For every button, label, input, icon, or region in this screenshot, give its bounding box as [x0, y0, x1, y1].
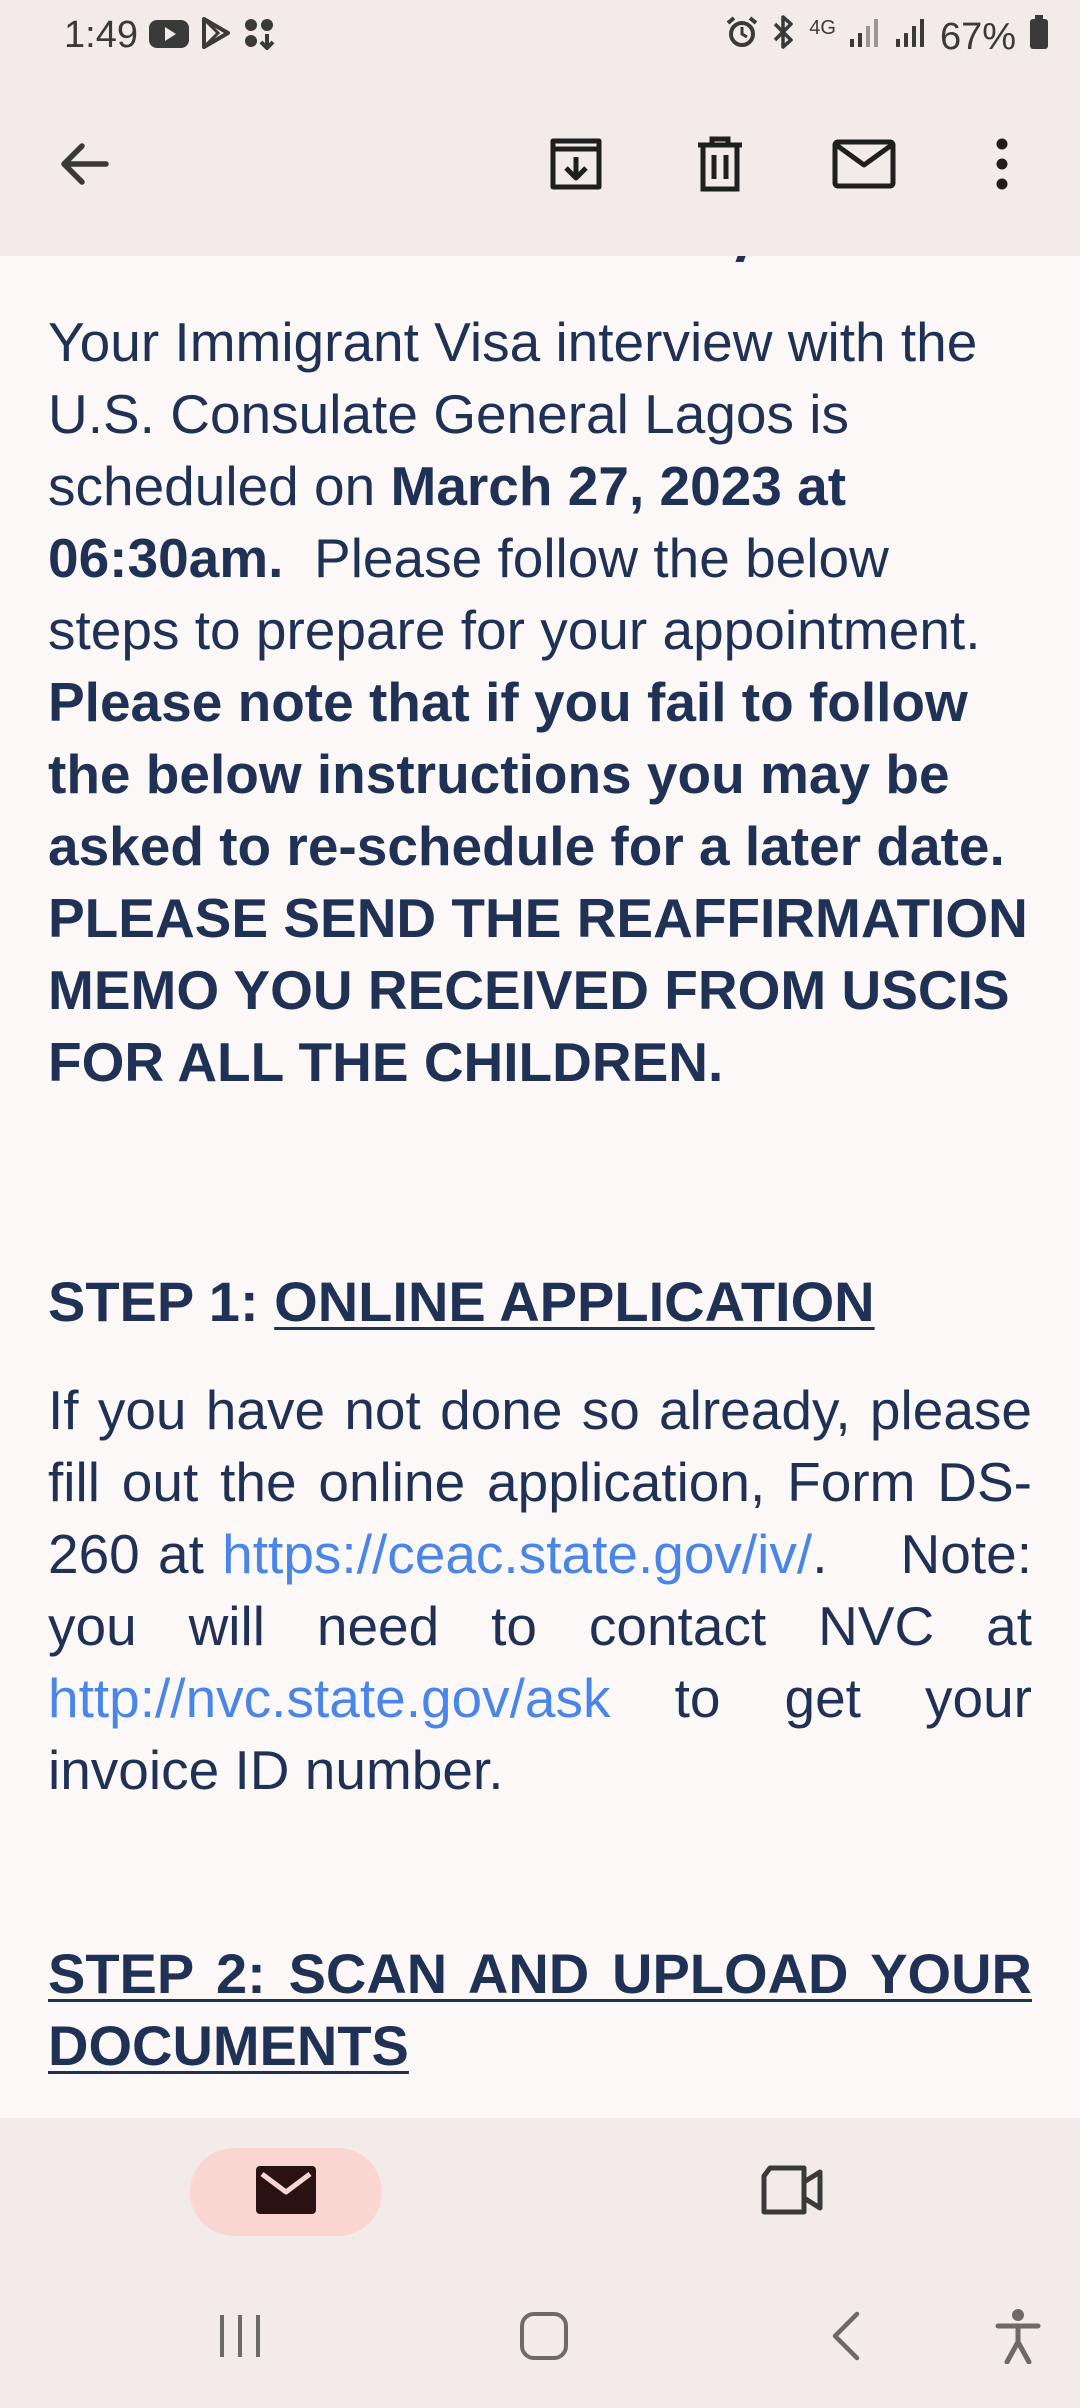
system-back-button[interactable]: [806, 2298, 886, 2378]
network-type-label: 4G: [809, 17, 836, 39]
email-toolbar: [0, 76, 1080, 256]
step2-heading: [48, 1938, 1032, 2082]
intro-warning: Please note that if you fail to follow the below instructions you may be asked to re-schedule for a later date. PLEASE SEND THE REAFFIRMATION MEMO YOU RECEIVED FROM USCIS FOR ALL THE CHILDREN.: [48, 671, 1028, 1093]
intro-paragraph: [48, 306, 1032, 1098]
archive-icon: [547, 135, 605, 198]
intro-instructions: Please follow the below steps to prepare for your appointment.: [48, 527, 1012, 661]
home-icon: [519, 2311, 569, 2366]
mail-tab[interactable]: [190, 2148, 382, 2236]
step1-paragraph: [48, 1374, 1048, 1806]
step1-heading: [48, 1266, 1032, 1338]
interview-date: March 27, 2023 at 06:30am.: [48, 455, 847, 589]
meet-tab[interactable]: [756, 2148, 828, 2236]
back-button[interactable]: [44, 126, 124, 206]
step2-title: STEP 2: SCAN AND UPLOAD YOUR DOCUMENTS: [48, 1942, 1032, 2077]
home-button[interactable]: [504, 2298, 584, 2378]
ceac-link[interactable]: https://ceac.state.gov/iv/: [222, 1523, 813, 1585]
video-camera-icon: [760, 2164, 824, 2221]
battery-percent: 67%: [939, 15, 1016, 58]
play-store-icon: [200, 16, 232, 60]
signal-icon: [848, 15, 882, 59]
youtube-icon: [148, 17, 190, 60]
step1-text: If you have not done so already, please fill out the online application, Form DS-260 at: [48, 1379, 1032, 1585]
bottom-navigation: [0, 2118, 1080, 2268]
chevron-left-icon: [831, 2310, 861, 2367]
email-body: [0, 256, 1080, 2118]
mark-unread-button[interactable]: [822, 126, 906, 206]
back-arrow-icon: [58, 138, 110, 195]
status-bar: [0, 0, 1080, 76]
more-options-button[interactable]: [962, 126, 1042, 206]
intro-text: Your Immigrant Visa interview with the U.S. Consulate General Lagos is scheduled on: [48, 311, 978, 517]
mark-unread-icon: [832, 139, 896, 194]
battery-icon: [1028, 14, 1050, 60]
recent-apps-icon: [216, 2313, 264, 2364]
notification-icons: [148, 18, 276, 58]
accessibility-button[interactable]: [978, 2298, 1058, 2378]
archive-button[interactable]: [536, 126, 616, 206]
status-time: 1:49: [64, 14, 138, 56]
signal-icon: [894, 15, 928, 59]
system-status-icons: [725, 14, 1050, 60]
step1-text-end: to get your invoice ID number.: [48, 1667, 1032, 1801]
bluetooth-icon: [771, 14, 797, 60]
step1-prefix: STEP 1:: [48, 1270, 275, 1333]
system-navigation-bar: [0, 2268, 1080, 2408]
recent-apps-button[interactable]: [200, 2298, 280, 2378]
mail-icon: [256, 2166, 316, 2219]
delete-button[interactable]: [680, 126, 760, 206]
step1-note: . Note: you will need to contact NVC at: [48, 1523, 1048, 1657]
nvc-link[interactable]: http://nvc.state.gov/ask: [48, 1667, 611, 1729]
step1-title: ONLINE APPLICATION: [274, 1270, 875, 1333]
alarm-icon: [725, 15, 759, 59]
accessibility-icon: [995, 2308, 1041, 2369]
more-vert-icon: [994, 138, 1010, 195]
clipped-text-line: [48, 256, 1028, 270]
app-icon: [242, 16, 276, 60]
delete-icon: [694, 135, 746, 198]
